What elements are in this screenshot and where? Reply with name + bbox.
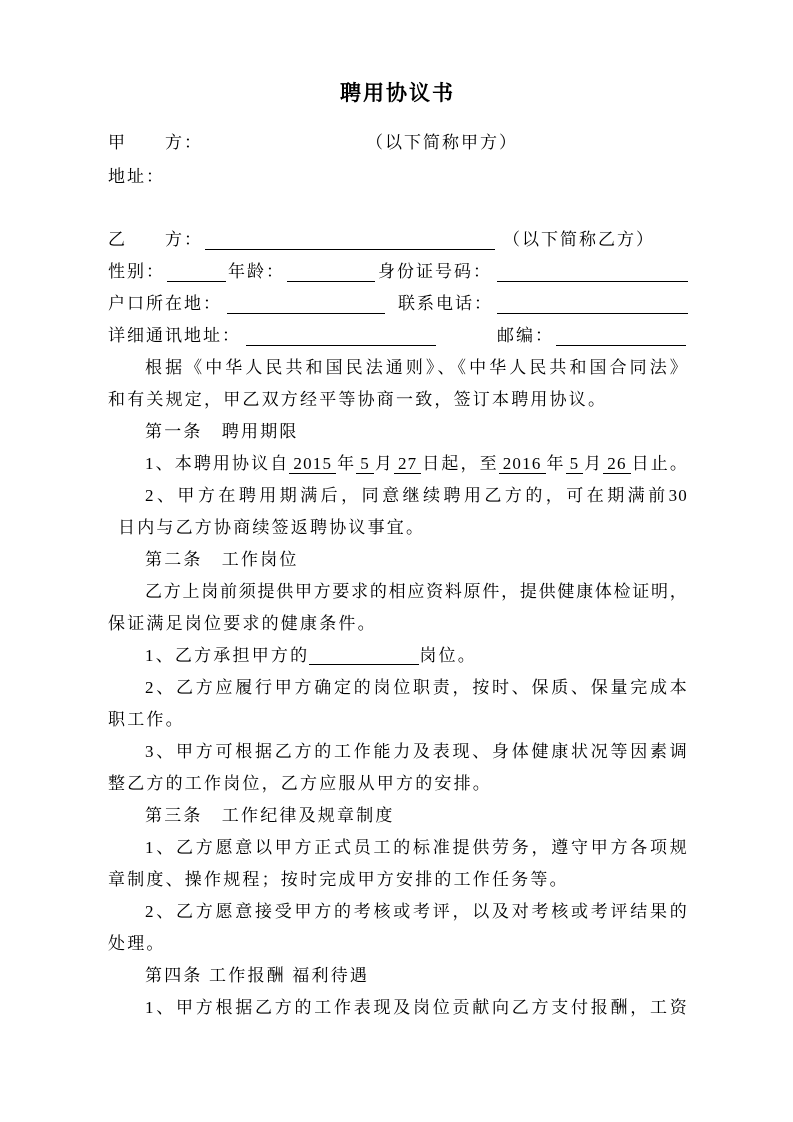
- party-b-alias: （以下简称乙方）: [503, 230, 655, 249]
- position-blank: [309, 664, 419, 665]
- article-2-clause-2-line: 职工作。: [108, 710, 185, 729]
- party-b-contact-row: [0, 288, 793, 320]
- article-3-heading: 第三条 工作纪律及规章制度: [145, 806, 395, 825]
- id-number-blank: [497, 281, 688, 282]
- month-unit: 月: [583, 454, 604, 473]
- article-2-clause-3-line: 3、甲方可根据乙方的工作能力及表现、身体健康状况等因素调: [145, 742, 688, 761]
- document-title: 聘用协议书: [340, 81, 455, 105]
- start-year-value: 2015: [289, 454, 336, 474]
- year-unit: 年: [545, 454, 566, 473]
- party-a-address-label: 地址：: [108, 167, 165, 186]
- article-3-clause-2-line: 处理。: [108, 934, 166, 953]
- month-unit: 月: [373, 454, 394, 473]
- article-2-intro-line: 保证满足岗位要求的健康条件。: [108, 614, 377, 633]
- article-2-clause-3-line: 整乙方的工作岗位，乙方应服从甲方的安排。: [108, 774, 492, 793]
- article-4-heading: 第四条 工作报酬 福利待遇: [145, 966, 370, 985]
- article-3-clause-1-line: 1、乙方愿意以甲方正式员工的标准提供劳务，遵守甲方各项规: [145, 838, 688, 857]
- article-3-clause-1-line: 章制度、操作规程；按时完成甲方安排的工作任务等。: [108, 870, 569, 889]
- postcode-label: 邮编：: [497, 326, 554, 345]
- party-a-address-row: [0, 161, 793, 193]
- start-day-unit: 日起，至: [421, 454, 499, 473]
- article-1-clause-2-line: 2、甲方在聘用期满后，同意继续聘用乙方的，可在期满前30: [145, 486, 688, 505]
- party-b-address-row: [0, 320, 793, 352]
- hukou-label: 户口所在地：: [108, 294, 222, 313]
- start-day-value: 27: [394, 454, 421, 474]
- gender-label: 性别：: [108, 262, 165, 281]
- intro-paragraph-line: 和有关规定，甲乙双方经平等协商一致，签订本聘用协议。: [108, 390, 608, 409]
- phone-label: 联系电话：: [398, 294, 493, 313]
- id-number-label: 身份证号码：: [378, 262, 492, 281]
- postcode-blank: [556, 345, 686, 346]
- end-month-value: 5: [566, 454, 584, 474]
- gender-blank: [167, 281, 226, 282]
- party-a-label: 甲 方：: [108, 133, 203, 152]
- agreement-body: [108, 352, 688, 1024]
- article-1-clause-2-line: 日内与乙方协商续签返聘协议事宜。: [118, 518, 426, 537]
- clause-lead: 1、乙方承担甲方的: [145, 646, 310, 665]
- end-day-value: 26: [603, 454, 630, 474]
- article-2-clause-2-line: 2、乙方应履行甲方确定的岗位职责，按时、保质、保量完成本: [145, 678, 688, 697]
- party-a-alias: （以下简称甲方）: [366, 133, 518, 152]
- article-2-heading: 第二条 工作岗位: [145, 550, 299, 569]
- article-2-intro-line: 乙方上岗前须提供甲方要求的相应资料原件，提供健康体检证明，: [145, 582, 688, 601]
- hukou-blank: [227, 313, 385, 314]
- year-unit: 年: [336, 454, 357, 473]
- clause-lead: 1、本聘用协议自: [145, 454, 290, 473]
- phone-blank: [497, 313, 688, 314]
- party-b-row: [0, 224, 793, 256]
- article-3-clause-2-line: 2、乙方愿意接受甲方的考核或考评，以及对考核或考评结果的: [145, 902, 688, 921]
- party-b-label: 乙 方：: [108, 230, 203, 249]
- end-year-value: 2016: [499, 454, 546, 474]
- party-b-info-row: [0, 256, 793, 288]
- article-1-clause-1: [108, 448, 688, 480]
- clause-tail: 岗位。: [419, 646, 477, 665]
- age-blank: [287, 281, 375, 282]
- start-month-value: 5: [356, 454, 374, 474]
- address-label: 详细通讯地址：: [108, 326, 241, 345]
- end-day-unit: 日止。: [630, 454, 689, 473]
- intro-paragraph-line: 根据《中华人民共和国民法通则》、《中华人民共和国合同法》: [145, 358, 688, 377]
- article-4-clause-1-line: 1、甲方根据乙方的工作表现及岗位贡献向乙方支付报酬，工资: [145, 998, 688, 1017]
- age-label: 年龄：: [228, 262, 285, 281]
- party-a-row: [0, 127, 793, 159]
- article-1-heading: 第一条 聘用期限: [145, 422, 299, 441]
- address-blank: [246, 345, 436, 346]
- party-b-name-blank: [205, 249, 495, 250]
- article-2-clause-1: [108, 640, 688, 672]
